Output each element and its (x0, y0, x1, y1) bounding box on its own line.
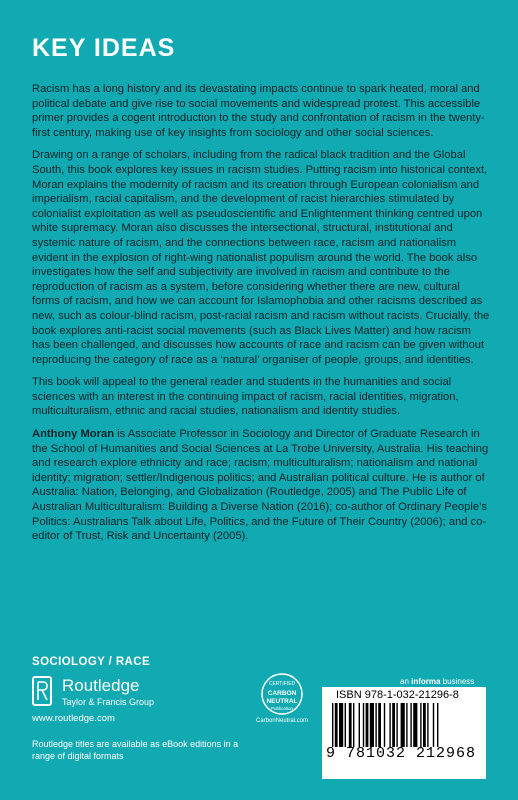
page-title: KEY IDEAS (32, 34, 176, 62)
publisher-group: Taylor & Francis Group (62, 697, 155, 707)
author-bio (32, 427, 490, 544)
informa-tag (400, 677, 474, 686)
routledge-logo-icon (32, 676, 52, 706)
informa-prefix: an (400, 677, 412, 686)
isbn-text: ISBN 978-1-032-21296-8 (336, 689, 459, 701)
author-bio-text: is Associate Professor in Sociology and Director of Graduate Research in the School of Humanities and Social Sciences at La Trobe University, Australia. His teaching and research explore ethnicity and race; racism; multiculturalism; nationalism and national identity; migration; settler/Indigenous politics; and Australian political culture. He is author of Australia: Nation, Belonging, and Globalization (Routledge, 2005) and The Public Life of Australian Multiculturalism: Building a Diverse Nation (2016); co-author of Ordinary People’s Politics: Australians Talk about Life, Politics, and the Future of Their Country (2006); and co-editor of Trust, Risk and Uncertainty (2005). (32, 428, 489, 543)
svg-text:NEUTRAL: NEUTRAL (266, 698, 298, 705)
carbon-url: CarbonNeutral.com (255, 718, 309, 724)
routledge-r-icon (35, 680, 49, 702)
svg-text:CARBON: CARBON (267, 690, 297, 697)
informa-brand: informa (411, 677, 441, 686)
blurb (32, 82, 490, 552)
blurb-paragraph-1: Racism has a long history and its devastating impacts continue to spark heated, moral and political debate and give rise to social movements and widespread protest. This accessible primer provides a cogent introduction to the study and confrontation of racism in the twenty-first century, making use of key insights from sociology and other social sciences. (32, 83, 485, 139)
ebook-note: Routledge titles are available as eBook editions in a range of digital formats (32, 739, 239, 761)
blurb-paragraph-2: Drawing on a range of scholars, including from the radical black tradition and the Global South, this book explores key issues in racism studies. Putting racism into historical context, Moran explains the modernity of racism and its creation through European colonialism and imperialism, racial capitalism, and the development of racist hierarchies stimulated by colonialist exploitation as well as pseudoscientific and Enlightenment thinking centred upon white supremacy. Moran also discusses the intersectional, structural, institutional and systemic nature of racism, and the connections between race, racism and nationalism evident in the explosion of right-wing nationalist populism around the world. The book also investigates how the self and subjectivity are involved in racism and contribute to the reproduction of racism as a system, before considering whether there are new, cultural forms of racism, and how we can account for Islamophobia and other racisms described as new, such as colour-blind racism, post-racial racism and racism without racists. Crucially, the book explores anti-racist social movements (such as Black Lives Matter) and how racism has been challenged, and discusses how accounts of race and racism can be given without reproducing the category of race as a ‘natural’ organiser of people, groups, and identities. (32, 149, 490, 366)
author-name: Anthony Moran (32, 428, 115, 441)
informa-suffix: business (440, 677, 475, 686)
blurb-paragraph-3: This book will appeal to the general reader and students in the humanities and social sciences with an interest in the continuing impact of racism, racial identities, migration, multiculturalism, ethnic and racial studies, nationalism and identity studies. (32, 376, 459, 418)
carbon-neutral-badge-icon (260, 672, 304, 716)
barcode-digits: 9 781032 212968 (326, 745, 477, 762)
publisher-url[interactable]: www.routledge.com (32, 713, 115, 724)
carbon-label-top: CERTIFIED (268, 681, 296, 687)
carbon-label-sub: Publication (270, 706, 294, 711)
publisher-name: Routledge (62, 676, 140, 695)
barcode-panel (322, 687, 486, 779)
subject-category: SOCIOLOGY / RACE (32, 656, 151, 668)
